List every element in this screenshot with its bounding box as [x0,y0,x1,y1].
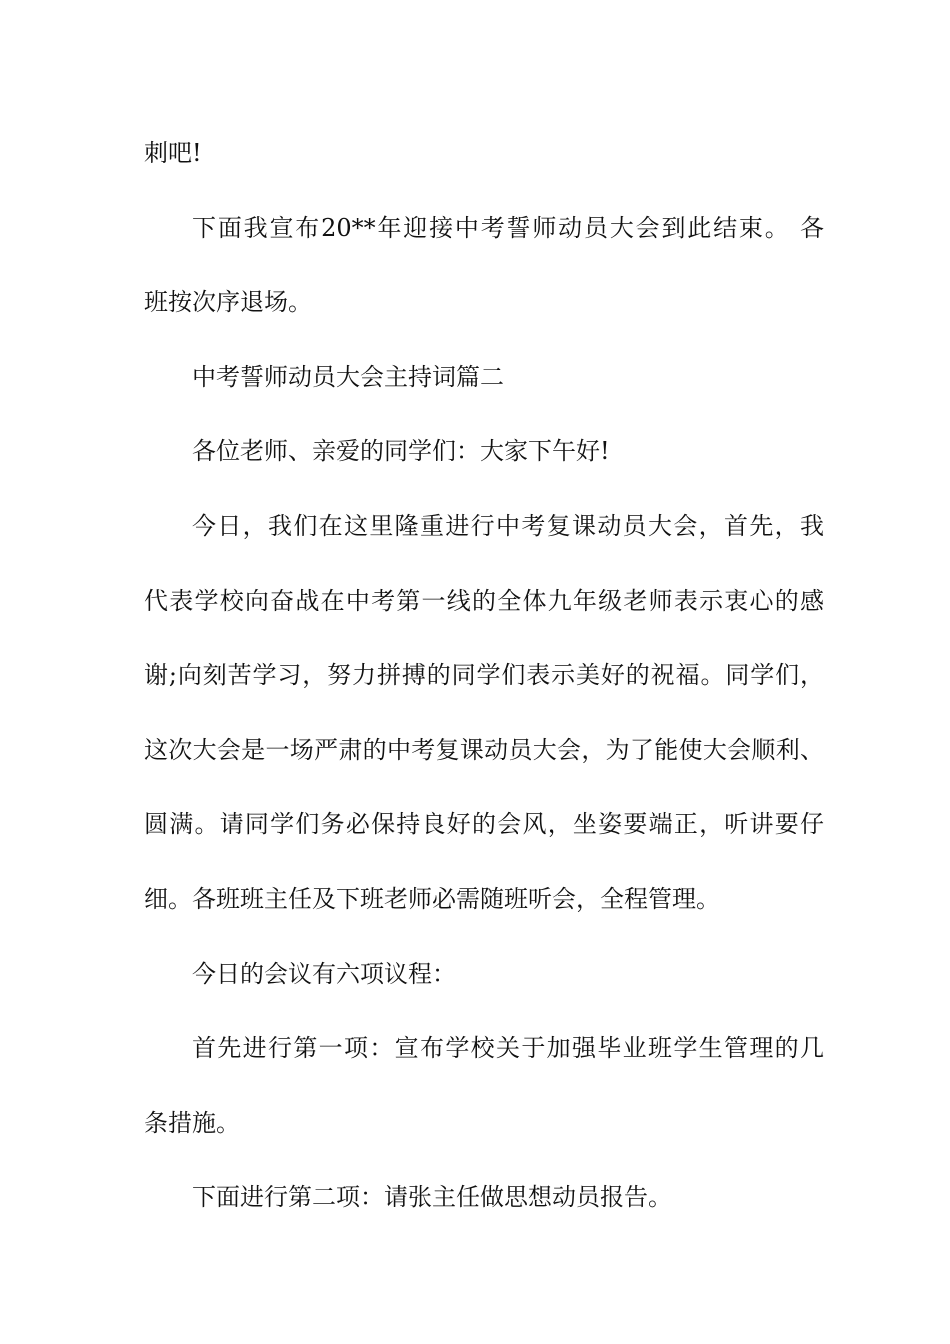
text-line: 谢;向刻苦学习，努力拼搏的同学们表示美好的祝福。同学们， [144,661,824,689]
text-line: 今日的会议有六项议程： [192,960,456,988]
text-line: 下面我宣布20**年迎接中考誓师动员大会到此结束。 各 [192,214,824,242]
text-line: 下面进行第二项：请张主任做思想动员报告。 [192,1183,672,1211]
text-line: 圆满。请同学们务必保持良好的会风，坐姿要端正，听讲要仔 [144,810,824,838]
text-line: 首先进行第一项：宣布学校关于加强毕业班学生管理的几 [192,1034,824,1062]
text-line: 条措施。 [144,1109,240,1137]
text-line: 刺吧! [144,139,202,167]
text-line: 这次大会是一场严肃的中考复课动员大会，为了能使大会顺利、 [144,736,824,764]
text-line: 班按次序退场。 [144,288,312,316]
section-heading: 中考誓师动员大会主持词篇二 [192,363,504,391]
greeting-line: 各位老师、亲爱的同学们：大家下午好! [192,437,610,465]
text-line: 代表学校向奋战在中考第一线的全体九年级老师表示衷心的感 [144,587,824,615]
text-line: 细。各班班主任及下班老师必需随班听会，全程管理。 [144,885,720,913]
text-line: 今日，我们在这里隆重进行中考复课动员大会，首先，我 [192,512,824,540]
